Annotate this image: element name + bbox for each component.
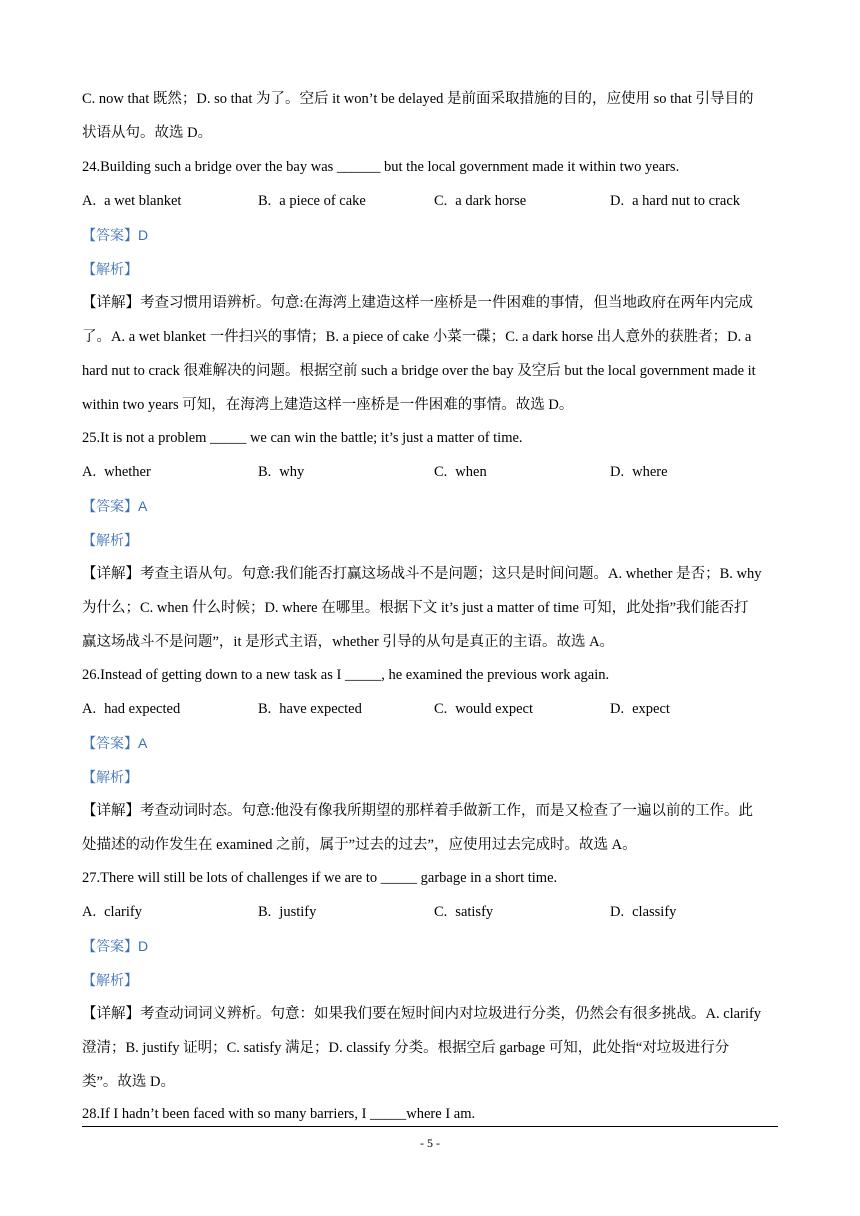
question-27-detail-1: 【详解】考查动词词义辨析。句意：如果我们要在短时间内对垃圾进行分类，仍然会有很多挑战。A. clarify — [82, 1006, 762, 1022]
intro-line-1: C. now that 既然；D. so that 为了。空后 it won’t be delayed 是前面采取措施的目的，应使用 so that 引导目的 — [82, 91, 754, 107]
question-25-detail-3: 赢这场战斗不是问题”，it 是形式主语，whether 引导的从句是真正的主语。故选 A。 — [82, 634, 615, 650]
question-24-detail-2: 了。A. a wet blanket 一件扫兴的事情；B. a piece of cake 小菜一碟；C. a dark horse 出人意外的获胜者；D. a — [82, 329, 752, 345]
question-27-detail-3: 类”。故选 D。 — [82, 1074, 176, 1090]
question-27-answer: 【答案】D — [82, 938, 149, 954]
question-26-analysis-label: 【解析】 — [82, 769, 138, 785]
question-27-detail-2: 澄清；B. justify 证明；C. satisfy 满足；D. classify 分类。根据空后 garbage 可知，此处指“对垃圾进行分 — [82, 1040, 730, 1056]
question-24-analysis-label: 【解析】 — [82, 261, 138, 277]
option-b: B. have expected — [258, 701, 362, 717]
question-25-answer: 【答案】A — [82, 498, 148, 514]
question-24-detail-4: within two years 可知，在海湾上建造这样一座桥是一件困难的事情。故选 D。 — [82, 397, 574, 413]
question-24-detail-3: hard nut to crack 很难解决的问题。根据空前 such a bridge over the bay 及空后 but the local government made it — [82, 363, 756, 379]
option-d: D. classify — [610, 904, 677, 920]
question-24-detail-1: 【详解】考查习惯用语辨析。句意:在海湾上建造这样一座桥是一件困难的事情，但当地政府在两年内完成 — [82, 295, 754, 311]
question-25-analysis-label: 【解析】 — [82, 532, 138, 548]
option-b: B. justify — [258, 904, 317, 920]
question-25-stem: 25.It is not a problem _____ we can win the battle; it’s just a matter of time. — [82, 430, 523, 446]
option-d: D. a hard nut to crack — [610, 193, 741, 209]
option-c: C. satisfy — [434, 904, 494, 920]
question-25-detail-1: 【详解】考查主语从句。句意:我们能否打赢这场战斗不是问题；这只是时间问题。A. whether 是否；B. why — [82, 566, 762, 582]
question-24-stem: 24.Building such a bridge over the bay was ______ but the local government made it within two years. — [82, 159, 680, 175]
question-26-answer: 【答案】A — [82, 735, 148, 751]
page-number: - 5 - — [420, 1136, 440, 1150]
question-27-stem: 27.There will still be lots of challenges if we are to _____ garbage in a short time. — [82, 870, 558, 886]
footer-divider — [82, 1126, 778, 1127]
intro-line-2: 状语从句。故选 D。 — [82, 125, 213, 141]
option-a: A. a wet blanket — [82, 193, 182, 209]
question-26-detail-1: 【详解】考查动词时态。句意:他没有像我所期望的那样着手做新工作，而是又检查了一遍以前的工作。此 — [82, 803, 754, 819]
question-24-answer: 【答案】D — [82, 227, 149, 243]
option-a: A. had expected — [82, 701, 181, 717]
question-28-stem: 28.If I hadn’t been faced with so many barriers, I _____where I am. — [82, 1106, 476, 1122]
option-d: D. where — [610, 464, 668, 480]
option-c: C. when — [434, 464, 487, 480]
option-a: A. clarify — [82, 904, 142, 920]
question-26-detail-2: 处描述的动作发生在 examined 之前，属于”过去的过去”，应使用过去完成时。故选 A。 — [82, 837, 637, 853]
question-27-analysis-label: 【解析】 — [82, 972, 138, 988]
option-b: B. why — [258, 464, 305, 480]
option-d: D. expect — [610, 701, 670, 717]
option-b: B. a piece of cake — [258, 193, 366, 209]
question-26-stem: 26.Instead of getting down to a new task as I _____, he examined the previous work again. — [82, 667, 610, 683]
option-a: A. whether — [82, 464, 151, 480]
option-c: C. would expect — [434, 701, 534, 717]
option-c: C. a dark horse — [434, 193, 527, 209]
question-25-detail-2: 为什么；C. when 什么时候；D. where 在哪里。根据下文 it’s just a matter of time 可知，此处指”我们能否打 — [82, 600, 749, 616]
